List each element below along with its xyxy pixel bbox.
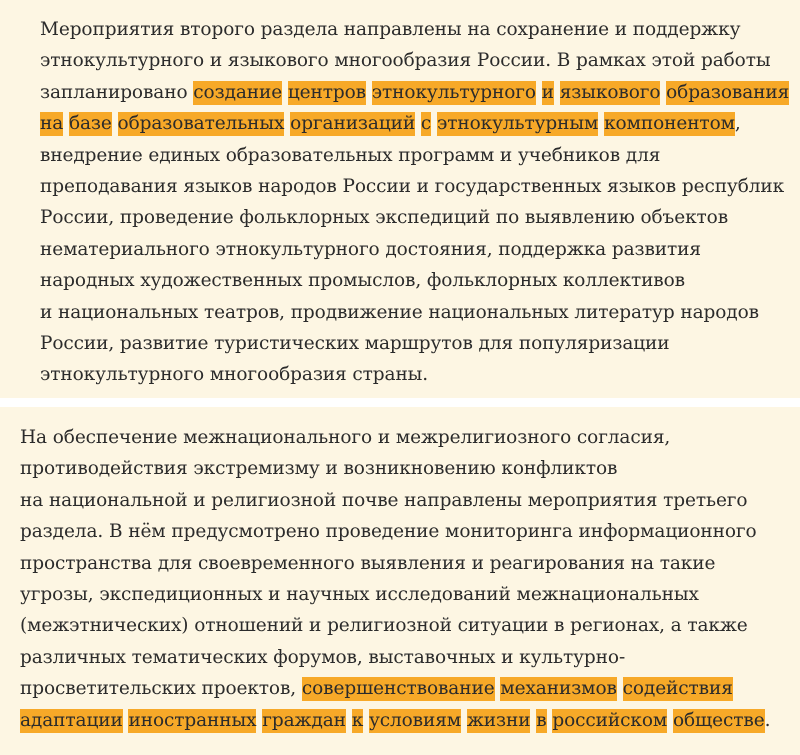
text-segment: [536, 82, 542, 103]
text-segment: преподавания языков народов России и государственных языков республик: [40, 176, 785, 197]
text-line: [40, 267, 685, 295]
text-line: [40, 79, 789, 107]
highlighted-word: языкового: [559, 81, 661, 103]
highlighted-word: российском: [552, 709, 668, 731]
text-segment: нематериального этнокультурного достояния, поддержка развития: [40, 238, 701, 260]
text-segment: [112, 113, 118, 134]
text-segment: ,: [734, 113, 741, 135]
highlighted-word: и: [541, 81, 554, 103]
text-line: [40, 173, 784, 201]
text-segment: На обеспечение межнационального и межрелигиозного согласия,: [20, 427, 671, 448]
highlighted-word: на: [40, 113, 64, 135]
text-segment: [617, 678, 623, 699]
text-segment: России, проведение фольклорных экспедиций по выявлению объектов: [40, 207, 729, 229]
text-line: [20, 424, 670, 452]
text-segment: .: [764, 709, 771, 731]
text-line: [20, 612, 748, 640]
text-segment: пространства для своевременного выявления и реагирования на такие: [20, 552, 716, 574]
highlighted-word: компонентом: [604, 113, 735, 135]
highlighted-word: механизмов: [500, 678, 617, 700]
highlighted-word: образовательных: [117, 113, 285, 135]
highlighted-word: центров: [287, 81, 366, 103]
text-segment: [346, 710, 352, 731]
text-segment: раздела. В нём предусмотрено проведение мониторинга информационного: [20, 521, 757, 543]
highlighted-word: в: [536, 709, 547, 731]
highlighted-word: организаций: [290, 113, 416, 135]
text-segment: (межэтнических) отношений и религиозной ситуации в регионах, а также: [20, 615, 748, 637]
highlighted-word: условиям: [368, 709, 462, 731]
highlighted-word: адаптации: [20, 709, 123, 731]
text-segment: просветительских проектов,: [20, 678, 302, 700]
text-segment: [461, 710, 467, 731]
text-segment: этнокультурного и языкового многообразия России. В рамках этой работы: [40, 50, 771, 72]
highlighted-word: этнокультурным: [436, 113, 599, 135]
text-segment: этнокультурного многообразия страны.: [40, 364, 429, 386]
highlighted-word: создание: [193, 81, 283, 103]
highlighted-word: граждан: [262, 709, 346, 731]
highlighted-word: обществе: [672, 709, 765, 731]
highlighted-word: базе: [68, 113, 112, 135]
text-segment: народных художественных промыслов, фольклорных коллективов: [40, 270, 685, 292]
text-segment: [554, 82, 560, 103]
text-line: [20, 487, 747, 515]
text-segment: запланировано: [40, 81, 194, 103]
text-line: [40, 16, 740, 44]
text-segment: угрозы, экспедиционных и научных исследований межнациональных: [20, 584, 699, 605]
text-line: [40, 236, 701, 264]
text-line: [20, 550, 715, 578]
text-line: [20, 707, 770, 735]
highlighted-word: иностранных: [128, 709, 257, 731]
text-line: [20, 455, 617, 483]
text-line: [40, 47, 770, 75]
text-line: [40, 361, 428, 389]
text-segment: различных тематических форумов, выставочных и культурно-: [20, 646, 626, 668]
highlighted-word: совершенствование: [301, 678, 495, 700]
highlighted-word: этнокультурного: [371, 81, 536, 103]
text-line: [40, 299, 759, 327]
text-segment: на национальной и религиозной почве направлены мероприятия третьего: [20, 489, 748, 511]
text-segment: России, развитие туристических маршрутов для популяризации: [40, 333, 670, 354]
text-line: [20, 518, 757, 546]
text-line: [40, 204, 728, 232]
highlighted-word: образования: [666, 81, 790, 103]
text-segment: и национальных театров, продвижение национальных литератур народов: [40, 301, 759, 323]
highlighted-word: к: [351, 709, 364, 731]
highlighted-word: жизни: [466, 709, 531, 731]
highlighted-word: с: [420, 113, 432, 135]
text-line: [20, 675, 733, 703]
text-segment: [366, 82, 372, 103]
text-line: [20, 581, 699, 609]
text-line: [40, 110, 741, 138]
paragraph-section-three: [0, 407, 800, 755]
text-segment: внедрение единых образовательных программ и учебников для: [40, 144, 661, 166]
text-segment: противодействия экстремизму и возникновению конфликтов: [20, 458, 618, 480]
text-segment: Мероприятия второго раздела направлены на сохранение и поддержку: [40, 19, 741, 40]
text-line: [20, 644, 625, 672]
text-line: [40, 142, 660, 170]
text-line: [40, 330, 670, 358]
highlighted-word: содействия: [622, 678, 733, 700]
